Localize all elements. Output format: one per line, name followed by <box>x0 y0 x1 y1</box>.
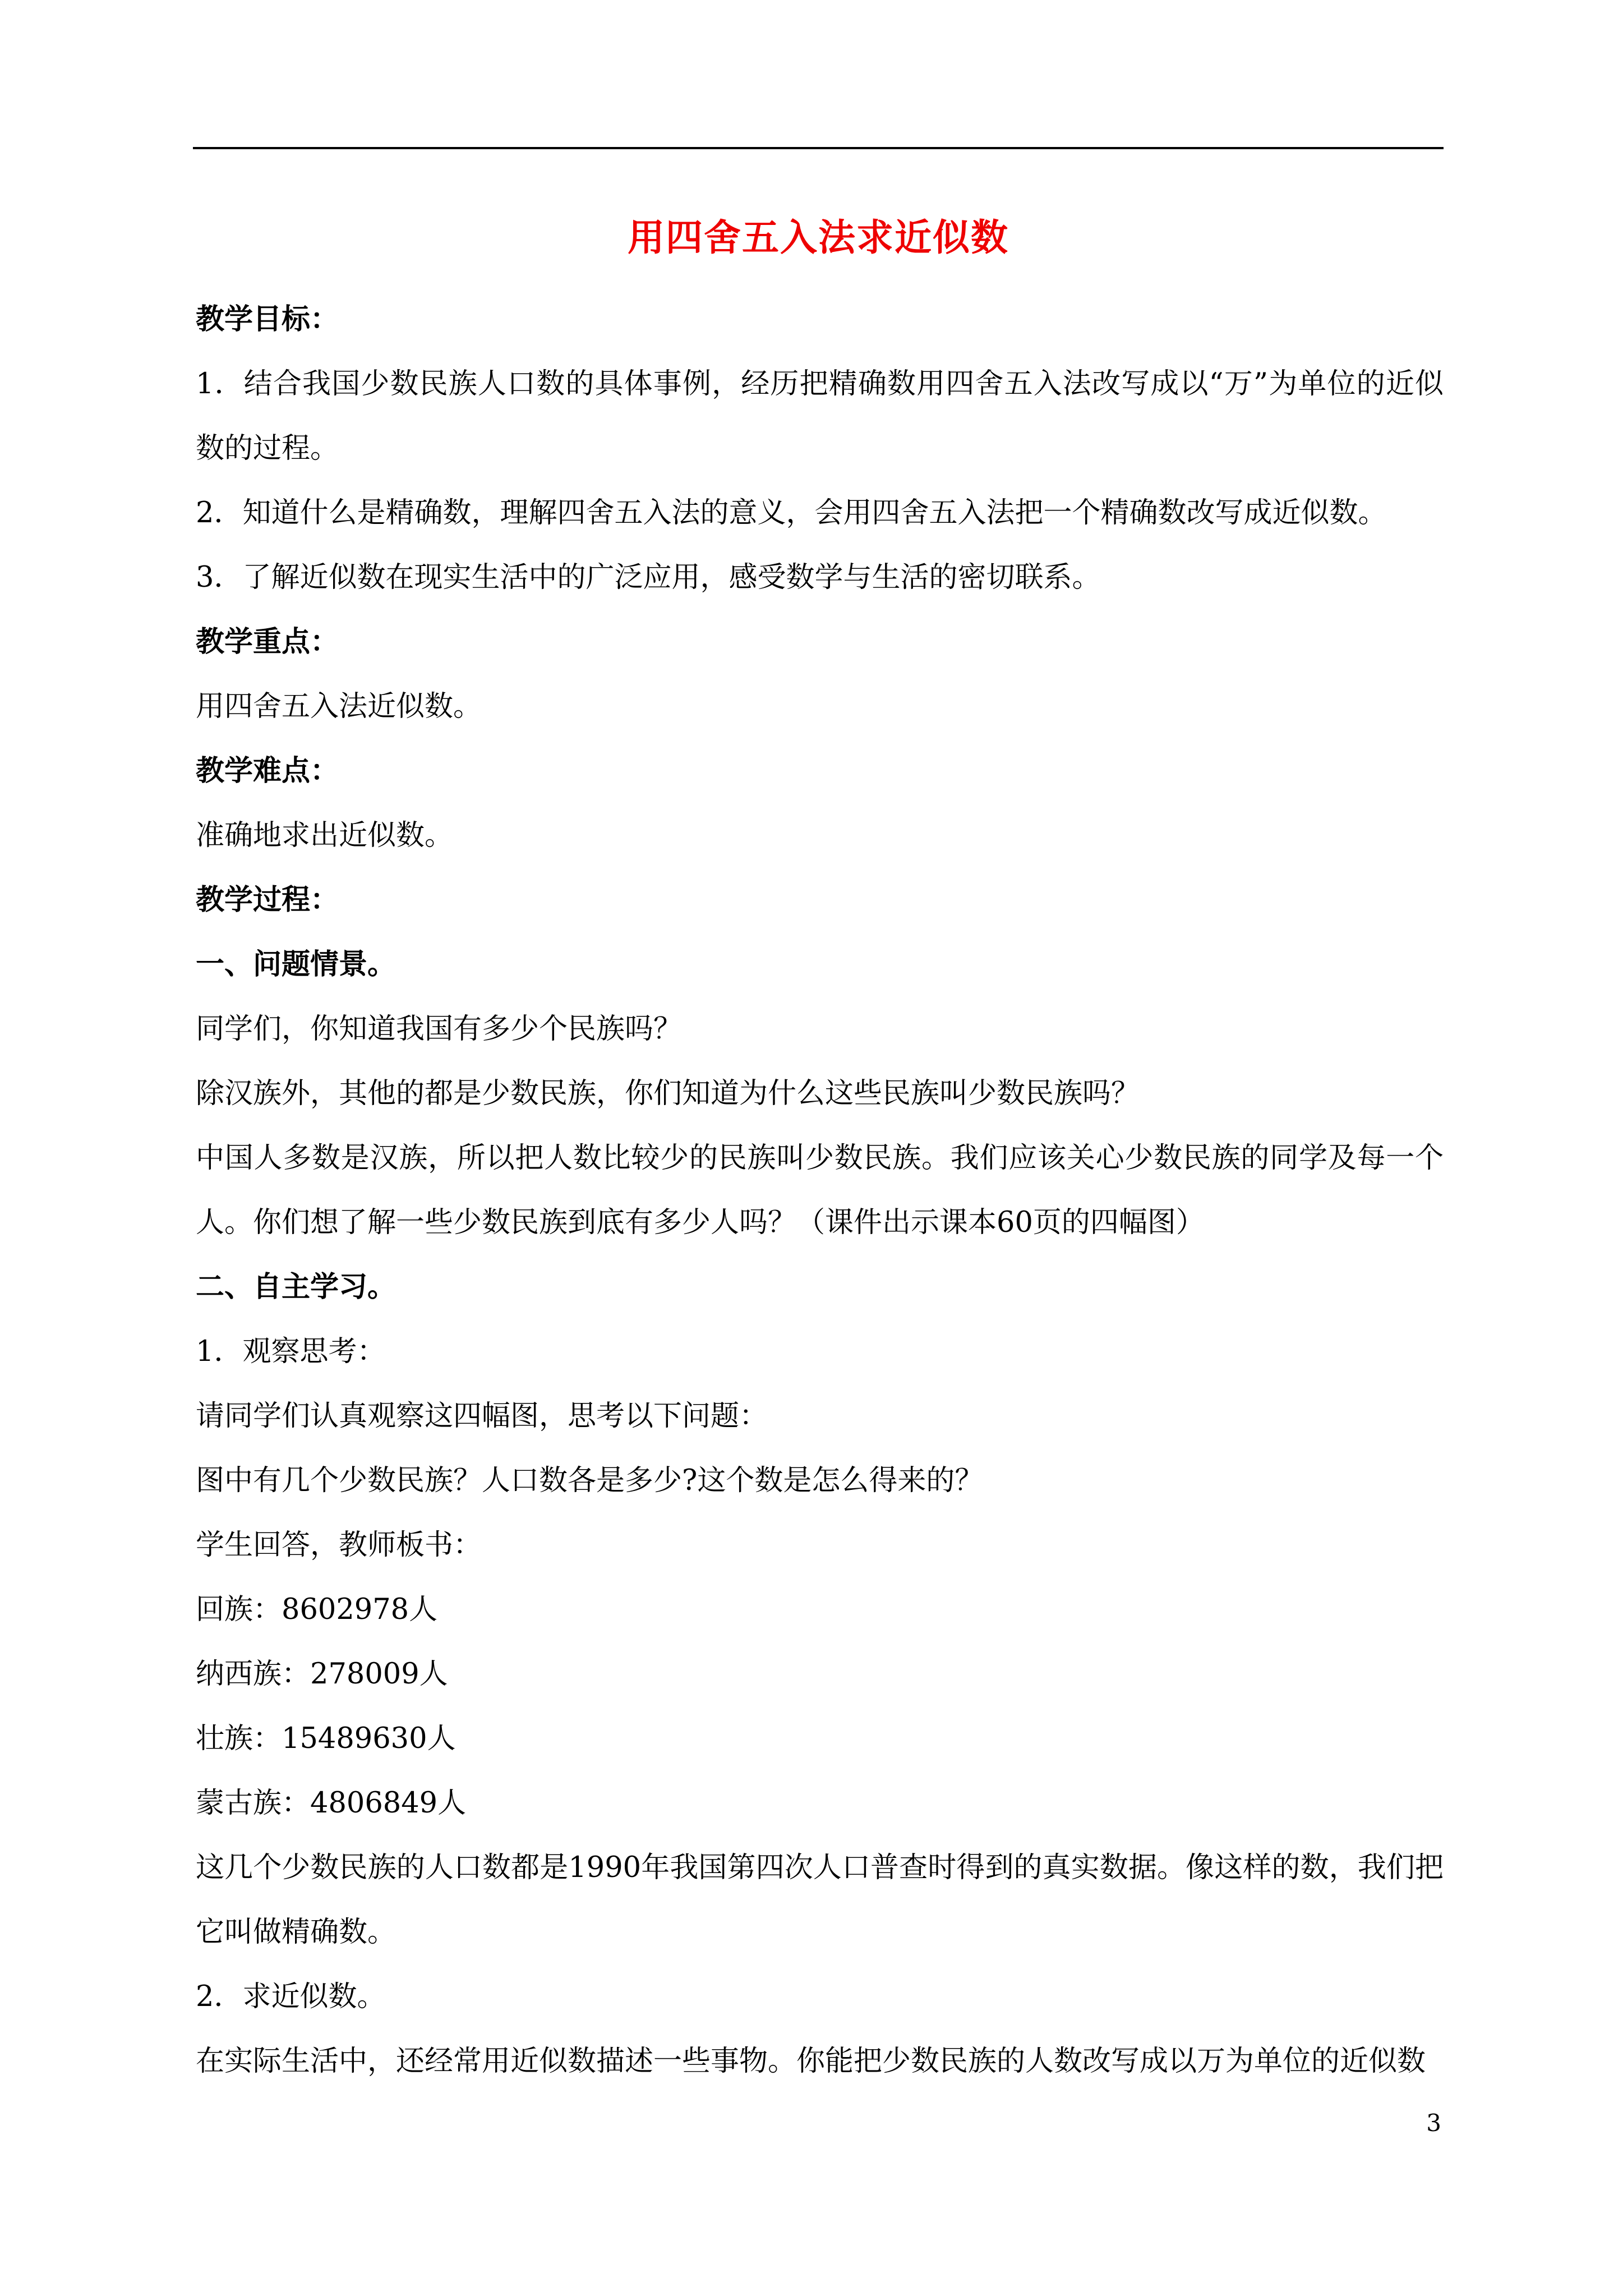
page-number: 3 <box>1426 2109 1441 2137</box>
objective-2: 2．知道什么是精确数，理解四舍五入法的意义，会用四舍五入法把一个精确数改写成近似数。 <box>196 496 1387 530</box>
difficulty-heading: 教学难点： <box>196 754 339 788</box>
step-1-answer-intro: 学生回答，教师板书： <box>196 1529 482 1562</box>
document-title: 用四舍五入法求近似数 <box>628 215 1009 259</box>
section-1-heading: 一、问题情景。 <box>196 947 396 981</box>
exact-number-note: 这几个少数民族的人口数都是1990年我国第四次人口普查时得到的真实数据。像这样的数，我们把它叫做精确数。 <box>196 1851 1444 1949</box>
population-zhuang: 壮族：15489630人 <box>196 1722 456 1755</box>
objective-1: 1．结合我国少数民族人口数的具体事例，经历把精确数用四舍五入法改写成以“万”为单位的近似数的过程。 <box>196 367 1444 465</box>
step-2-label: 2．求近似数。 <box>196 1980 386 2013</box>
process-heading: 教学过程： <box>196 883 339 917</box>
header-rule <box>193 147 1444 149</box>
section-1-line-1: 同学们，你知道我国有多少个民族吗？ <box>196 1013 683 1046</box>
step-1-prompt: 请同学们认真观察这四幅图，思考以下问题： <box>196 1400 768 1433</box>
section-1-line-2: 除汉族外，其他的都是少数民族，你们知道为什么这些民族叫少数民族吗？ <box>196 1077 1140 1110</box>
step-1-label: 1．观察思考： <box>196 1335 386 1368</box>
objectives-heading: 教学目标： <box>196 302 339 336</box>
key-point: 用四舍五入法近似数。 <box>196 690 482 723</box>
step-1-question: 图中有几个少数民族？人口数各是多少?这个数是怎么得来的？ <box>196 1464 984 1497</box>
difficulty: 准确地求出近似数。 <box>196 819 454 852</box>
document-body <box>196 287 1444 2093</box>
population-mongol: 蒙古族：4806849人 <box>196 1787 467 1820</box>
key-point-heading: 教学重点： <box>196 625 339 659</box>
section-2-heading: 二、自主学习。 <box>196 1270 396 1304</box>
population-hui: 回族：8602978人 <box>196 1593 438 1626</box>
section-1-line-3: 中国人多数是汉族，所以把人数比较少的民族叫少数民族。我们应该关心少数民族的同学及每一个人。你们想了解一些少数民族到底有多少人吗？（课件出示课本60页的四幅图） <box>196 1142 1444 1239</box>
objective-3: 3．了解近似数在现实生活中的广泛应用，感受数学与生活的密切联系。 <box>196 561 1101 594</box>
step-2-text: 在实际生活中，还经常用近似数描述一些事物。你能把少数民族的人数改写成以万为单位的近似数 <box>196 2045 1426 2078</box>
population-naxi: 纳西族：278009人 <box>196 1658 448 1691</box>
